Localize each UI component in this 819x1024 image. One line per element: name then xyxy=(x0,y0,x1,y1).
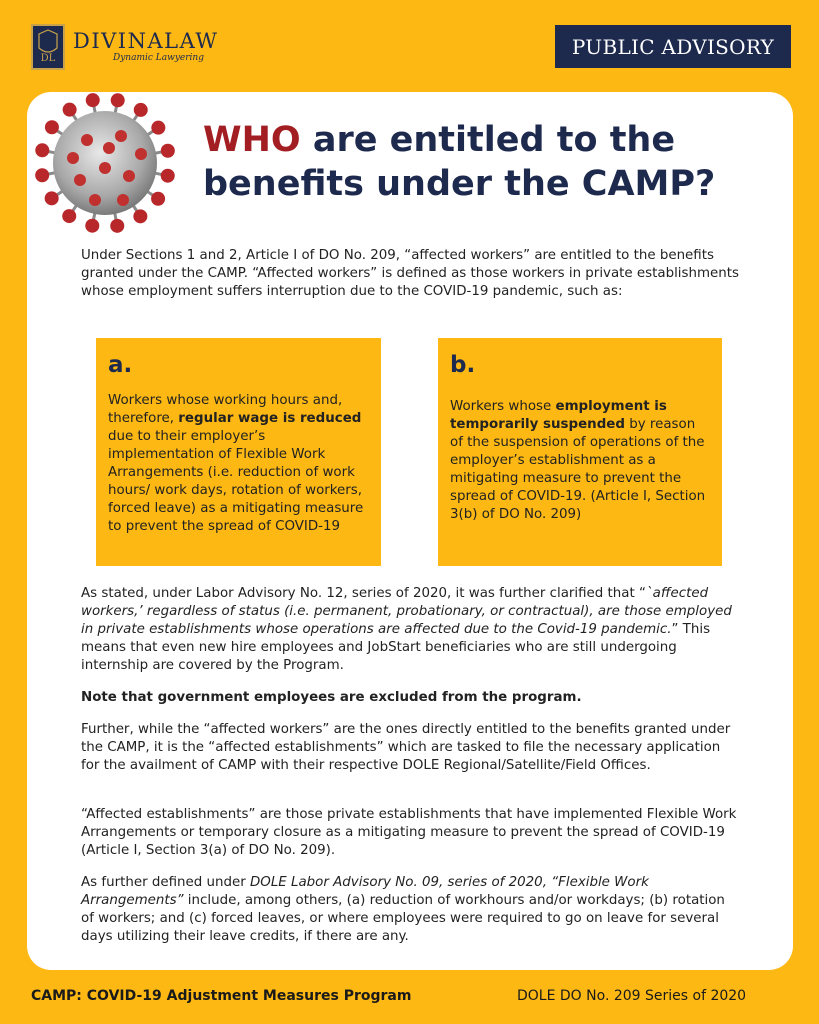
page-title xyxy=(203,118,783,206)
box-a-text: Workers whose working hours and, therefore, regular wage is reduced due to their employer’s implementation of Flexible Work Arrangements (i.e. reduction of work hours/ work days, rotation of workers, forced leave) as a mitigating measure to prevent the spread of COVID-19 xyxy=(108,393,364,534)
coronavirus-illustration xyxy=(25,88,185,238)
logo-tagline: Dynamic Lawyering xyxy=(113,53,204,63)
defined-paragraph: As further defined under DOLE Labor Advisory No. 09, series of 2020, “Flexible Work Arrangements” include, among others, (a) reduction of workhours and/or workdays; (b) rotation of workers; and (c) forced leaves, or where employees were required to go on leave for several days utilizing their leave credits, if there are any. xyxy=(81,875,725,944)
box-a xyxy=(96,338,381,566)
note-paragraph: Note that government employees are excluded from the program. xyxy=(81,690,582,705)
box-b-text: Workers whose employment is temporarily suspended by reason of the suspension of operations of the employer’s establishment as a mitigating measure to prevent the spread of COVID-19. (Article I, Section 3(b) of DO No. 209) xyxy=(450,399,706,522)
further-paragraph: Further, while the “affected workers” are the ones directly entitled to the benefits granted under the CAMP, it is the “affected establishments” which are tasked to file the necessary application for the availment of CAMP with their respective DOLE Regional/Satellite/Field Offices. xyxy=(81,722,731,773)
establishments-paragraph: “Affected establishments” are those private establishments that have implemented Flexible Work Arrangements or temporary closure as a mitigating measure to prevent the spread of COVID-19 (Article I, Section 3(a) of DO No. 209). xyxy=(81,807,737,858)
logo-name: DIVINALAW xyxy=(73,29,219,53)
footer-order-reference: DOLE DO No. 209 Series of 2020 xyxy=(517,988,747,1004)
svg-text:DL: DL xyxy=(40,53,56,64)
title-emphasis: WHO xyxy=(203,120,301,160)
public-advisory-badge: PUBLIC ADVISORY xyxy=(555,25,791,68)
box-a-letter: a. xyxy=(108,352,133,378)
title-rest: are entitled to the benefits under the CAMP? xyxy=(203,120,716,204)
labor-advisory-paragraph: As stated, under Labor Advisory No. 12, series of 2020, it was further clarified that “`affected workers,’ regardless of status (i.e. permanent, probationary, or contractual), are those employed in private establishments whose operations are affected due to the Covid-19 pandemic.” This means that even new hire employees and JobStart beneficiaries who are still undergoing internship are covered by the Program. xyxy=(81,586,732,673)
box-b xyxy=(438,338,722,566)
intro-paragraph: Under Sections 1 and 2, Article I of DO No. 209, “affected workers” are entitled to the benefits granted under the CAMP. “Affected workers” is defined as those workers in private establishments whose employment suffers interruption due to the COVID-19 pandemic, such as: xyxy=(81,248,739,299)
logo-monogram-icon xyxy=(31,24,65,70)
box-b-letter: b. xyxy=(450,352,476,378)
divinalaw-logo xyxy=(31,24,218,70)
footer-program-name: CAMP: COVID-19 Adjustment Measures Program xyxy=(31,988,412,1004)
